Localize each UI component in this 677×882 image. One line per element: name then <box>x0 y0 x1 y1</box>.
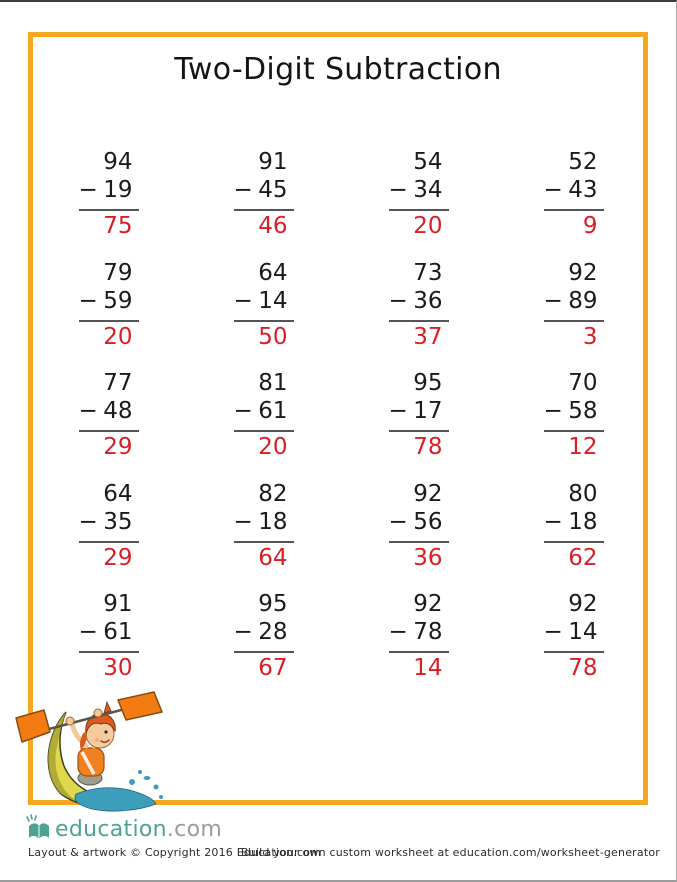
subtraction-problem <box>389 480 449 591</box>
subtrahend: 89 <box>568 287 598 314</box>
kid-hair-tuft <box>104 702 111 713</box>
subtrahend: 18 <box>568 508 598 535</box>
answer: 29 <box>103 434 133 460</box>
answer-rule <box>389 430 449 432</box>
copyright-text: Layout & artwork © Copyright 2016 Education.com <box>28 846 322 859</box>
minus-sign: − <box>543 619 563 645</box>
minus-sign: − <box>78 619 98 645</box>
subtraction-problem <box>79 259 139 370</box>
answer: 75 <box>103 213 133 239</box>
minuend: 64 <box>258 259 288 286</box>
subtrahend: 43 <box>568 177 598 203</box>
subtrahend: 78 <box>413 619 443 645</box>
logo-text-education: education <box>55 817 167 842</box>
answer: 78 <box>413 434 443 460</box>
subtraction-problem <box>389 369 449 480</box>
answer-rule <box>234 541 294 543</box>
subtrahend: 36 <box>413 287 443 314</box>
answer-rule <box>389 651 449 653</box>
answer: 67 <box>258 655 288 681</box>
water-droplet <box>129 779 135 785</box>
minus-sign: − <box>233 177 253 203</box>
subtraction-problem <box>234 590 294 701</box>
minus-sign: − <box>78 508 98 535</box>
subtrahend: 58 <box>568 398 598 424</box>
subtrahend: 45 <box>258 177 288 203</box>
kid-left-hand <box>66 717 74 725</box>
subtraction-problem <box>234 480 294 591</box>
answer-rule <box>389 541 449 543</box>
answer-rule <box>234 430 294 432</box>
minus-sign: − <box>388 287 408 314</box>
minuend: 64 <box>103 480 133 507</box>
subtrahend: 28 <box>258 619 288 645</box>
answer: 64 <box>258 544 288 571</box>
kayak-kid-artwork-svg <box>14 690 166 822</box>
answer-rule <box>389 320 449 322</box>
minuend: 54 <box>413 149 443 175</box>
paddle-blade-right <box>118 692 162 720</box>
kid-right-hand <box>94 709 102 717</box>
answer-rule <box>544 209 604 211</box>
minus-sign: − <box>388 619 408 645</box>
answer: 62 <box>568 544 598 571</box>
minus-sign: − <box>543 508 563 535</box>
answer: 14 <box>413 655 443 681</box>
answer: 30 <box>103 655 133 681</box>
subtraction-problem <box>544 590 604 701</box>
answer: 37 <box>413 323 443 350</box>
subtrahend: 19 <box>103 177 133 203</box>
answer: 78 <box>568 655 598 681</box>
answer-rule <box>79 430 139 432</box>
minus-sign: − <box>78 287 98 314</box>
subtraction-problem <box>79 369 139 480</box>
minuend: 79 <box>103 259 133 286</box>
answer: 9 <box>582 213 598 239</box>
subtraction-problem <box>389 148 449 259</box>
minuend: 92 <box>568 259 598 286</box>
minuend: 95 <box>413 370 443 396</box>
minuend: 52 <box>568 149 598 175</box>
minuend: 91 <box>103 591 133 617</box>
kid-blush <box>95 738 99 742</box>
answer-rule <box>544 651 604 653</box>
answer-rule <box>544 320 604 322</box>
answer: 29 <box>103 544 133 571</box>
water-droplet <box>144 776 151 780</box>
page-title: Two-Digit Subtraction <box>174 52 502 87</box>
subtrahend: 17 <box>413 398 443 424</box>
answer-rule <box>234 651 294 653</box>
minus-sign: − <box>543 177 563 203</box>
answer: 3 <box>582 323 598 350</box>
answer: 36 <box>413 544 443 571</box>
answer-rule <box>234 320 294 322</box>
subtrahend: 56 <box>413 508 443 535</box>
subtraction-problem <box>544 480 604 591</box>
subtrahend: 34 <box>413 177 443 203</box>
answer: 50 <box>258 323 288 350</box>
minuend: 92 <box>413 591 443 617</box>
answer-rule <box>79 651 139 653</box>
minuend: 70 <box>568 370 598 396</box>
subtrahend: 35 <box>103 508 133 535</box>
subtrahend: 14 <box>258 287 288 314</box>
subtraction-problem <box>234 259 294 370</box>
answer-rule <box>389 209 449 211</box>
logo-text-com: .com <box>166 817 223 842</box>
kid-eye <box>104 730 107 733</box>
subtraction-problem <box>234 148 294 259</box>
minus-sign: − <box>233 619 253 645</box>
minus-sign: − <box>233 287 253 314</box>
paddle-blade-left <box>16 710 50 742</box>
minus-sign: − <box>388 177 408 203</box>
minuend: 81 <box>258 370 288 396</box>
answer-rule <box>79 209 139 211</box>
minuend: 91 <box>258 149 288 175</box>
minus-sign: − <box>78 177 98 203</box>
minuend: 95 <box>258 591 288 617</box>
answer-rule <box>79 541 139 543</box>
minuend: 82 <box>258 480 288 507</box>
minus-sign: − <box>543 398 563 424</box>
subtraction-problem <box>234 369 294 480</box>
build-note-text: Build your own custom worksheet at education.com/worksheet-generator <box>240 846 660 859</box>
answer: 20 <box>413 213 443 239</box>
minus-sign: − <box>388 508 408 535</box>
minus-sign: − <box>543 287 563 314</box>
subtraction-problem <box>79 148 139 259</box>
water-droplet <box>138 770 142 774</box>
answer-rule <box>544 541 604 543</box>
water-splash <box>75 788 156 811</box>
minuend: 73 <box>413 259 443 286</box>
subtrahend: 48 <box>103 398 133 424</box>
minus-sign: − <box>233 508 253 535</box>
subtraction-problem <box>79 480 139 591</box>
answer-rule <box>79 320 139 322</box>
answer-rule <box>234 209 294 211</box>
water-droplet <box>154 785 159 790</box>
subtraction-problem <box>544 148 604 259</box>
subtraction-problem <box>544 259 604 370</box>
minus-sign: − <box>78 398 98 424</box>
minuend: 94 <box>103 149 133 175</box>
water-droplet <box>159 795 163 799</box>
subtraction-problem <box>544 369 604 480</box>
minuend: 92 <box>568 591 598 617</box>
answer: 12 <box>568 434 598 460</box>
subtrahend: 61 <box>258 398 288 424</box>
minus-sign: − <box>388 398 408 424</box>
answer-rule <box>544 430 604 432</box>
subtrahend: 59 <box>103 287 133 314</box>
kayak-kid-illustration <box>14 690 166 822</box>
minuend: 80 <box>568 480 598 507</box>
subtrahend: 14 <box>568 619 598 645</box>
subtraction-problem <box>389 259 449 370</box>
minuend: 77 <box>103 370 133 396</box>
subtrahend: 61 <box>103 619 133 645</box>
minus-sign: − <box>233 398 253 424</box>
subtraction-problem <box>79 590 139 701</box>
problems-grid <box>31 148 651 701</box>
answer: 20 <box>258 434 288 460</box>
minuend: 92 <box>413 480 443 507</box>
subtraction-problem <box>389 590 449 701</box>
answer: 20 <box>103 323 133 350</box>
subtrahend: 18 <box>258 508 288 535</box>
answer: 46 <box>258 213 288 239</box>
